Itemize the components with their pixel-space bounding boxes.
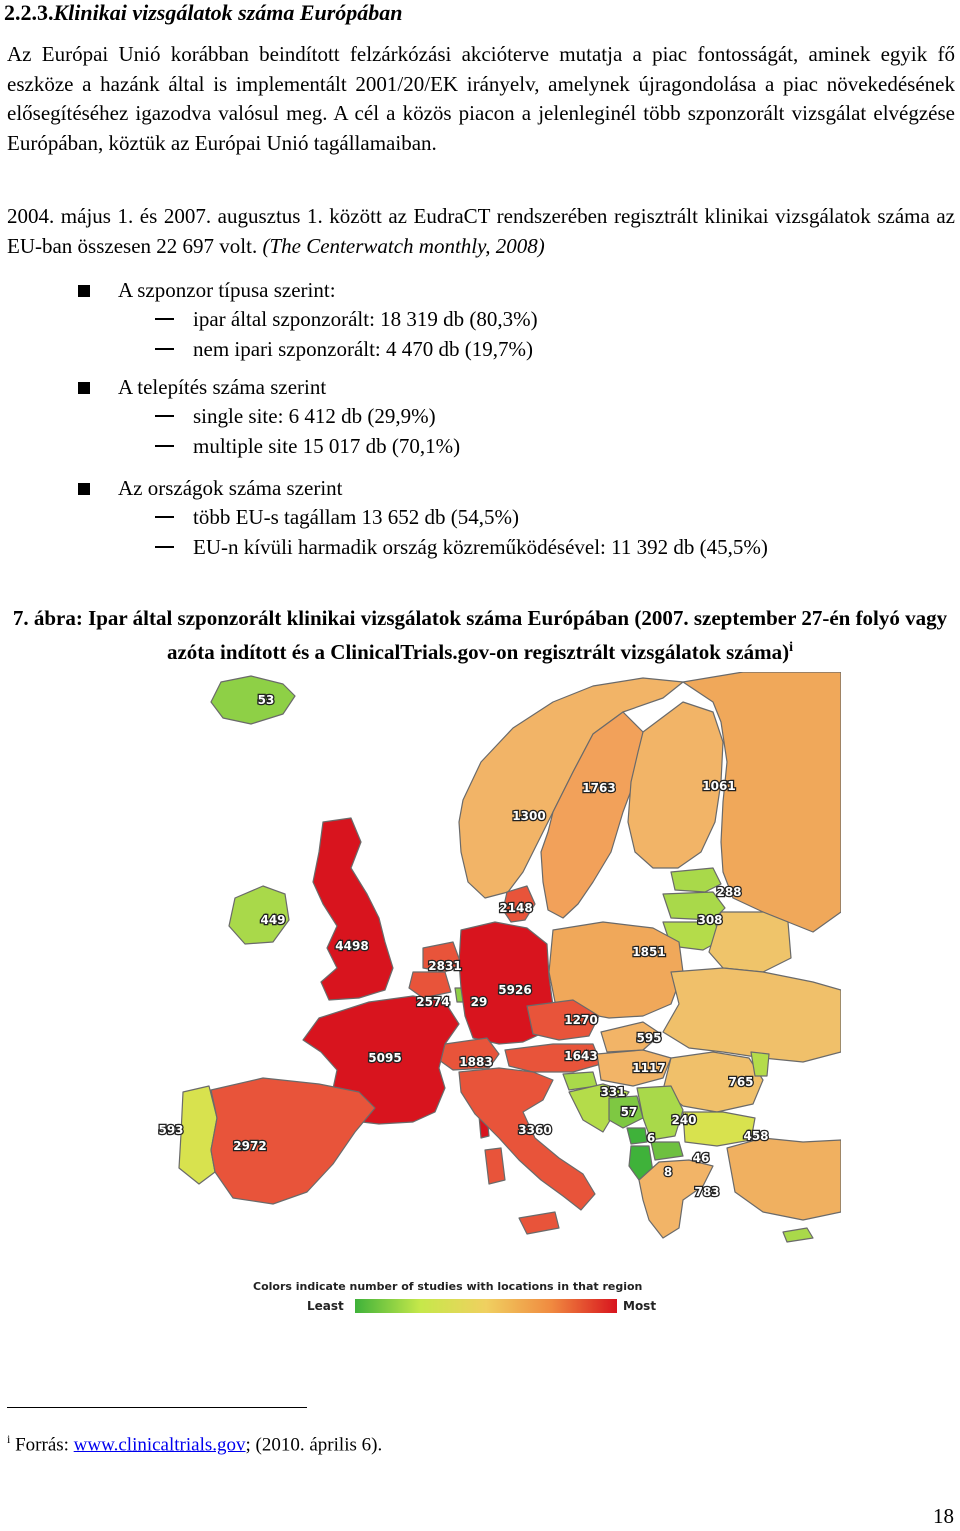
sardinia-shape xyxy=(485,1148,505,1184)
map-value-label: 1300 xyxy=(512,809,546,823)
legend-least-label: Least xyxy=(307,1299,344,1313)
map-value-label: 308 xyxy=(697,913,723,927)
map-svg xyxy=(123,672,841,1320)
bullet-item: single site: 6 412 db (29,9%) xyxy=(193,404,436,428)
dash-bullet-icon xyxy=(155,445,174,447)
statistics-text: 2004. május 1. és 2007. augusztus 1. között az EudraCT rendszerében regisztrált klinikai vizsgálatok száma az EU-ban összesen 22 697 volt. xyxy=(7,204,955,258)
map-value-label: 46 xyxy=(692,1151,710,1165)
europe-choropleth-map xyxy=(123,672,841,1320)
dash-bullet-icon xyxy=(155,415,174,417)
map-value-label: 593 xyxy=(158,1123,184,1137)
figure-caption-text: 7. ábra: Ipar által szponzorált klinikai vizsgálatok száma Európában (2007. szeptember 27-én folyó vagy azóta indított és a ClinicalTrials.gov-on regisztrált vizsgálatok száma) xyxy=(12,606,948,664)
portugal-shape xyxy=(179,1086,217,1184)
bullet-item: multiple site 15 017 db (70,1%) xyxy=(193,434,461,458)
map-value-label: 3360 xyxy=(518,1123,552,1137)
legend-most-label: Most xyxy=(623,1299,657,1313)
map-value-label: 29 xyxy=(470,995,488,1009)
square-bullet-icon xyxy=(78,483,90,495)
legend-title: Colors indicate number of studies with locations in that region xyxy=(253,1280,643,1293)
clinicaltrials-link[interactable]: www.clinicaltrials.gov xyxy=(73,1434,246,1456)
map-value-label: 595 xyxy=(636,1031,662,1045)
figure-caption xyxy=(0,604,960,667)
map-value-label: 1763 xyxy=(582,781,616,795)
dash-bullet-icon xyxy=(155,318,174,320)
map-value-label: 1061 xyxy=(702,779,736,793)
section-number: 2.2.3. xyxy=(4,0,54,25)
map-value-label: 2831 xyxy=(428,959,462,973)
legend-gradient-bar xyxy=(355,1299,617,1313)
map-value-label: 1270 xyxy=(564,1013,598,1027)
map-value-label: 1643 xyxy=(564,1049,598,1063)
footnote-separator xyxy=(7,1407,307,1408)
map-value-label: 1883 xyxy=(459,1055,493,1069)
map-value-label: 2148 xyxy=(499,901,533,915)
map-value-label: 5926 xyxy=(498,983,532,997)
bullet-item: EU-n kívüli harmadik ország közreműködésével: 11 392 db (45,5%) xyxy=(193,535,768,559)
map-value-label: 449 xyxy=(260,913,286,927)
bullet-item: nem ipari szponzorált: 4 470 db (19,7%) xyxy=(193,337,533,361)
statistics-paragraph xyxy=(7,202,955,261)
map-value-label: 765 xyxy=(728,1075,754,1089)
footnote-marker: i xyxy=(7,1432,11,1446)
square-bullet-icon xyxy=(78,382,90,394)
ukraine-shape xyxy=(663,968,841,1062)
bullet-label: A szponzor típusa szerint: xyxy=(118,278,336,302)
map-value-label: 458 xyxy=(743,1129,769,1143)
map-value-label: 4498 xyxy=(335,939,369,953)
intro-paragraph: Az Európai Unió korábban beindított felzárkózási akcióterve mutatja a piac fontosságát, aminek egyik fő eszköze a hazánk által is implementált 2001/20/EK irányelv, amelynek újragondolása a piac növekedésének elősegítéséhez igazodva valósul meg. A cél a közös piacon a jelenleginél több szponzorált vizsgálat elvégzése Európában, köztük az Európai Unió tagállamaiban. xyxy=(7,42,955,155)
dash-bullet-icon xyxy=(155,348,174,350)
map-value-label: 6 xyxy=(646,1131,656,1145)
map-value-label: 8 xyxy=(663,1165,673,1179)
estonia-shape xyxy=(671,868,721,892)
map-value-label: 288 xyxy=(716,885,742,899)
square-bullet-icon xyxy=(78,285,90,297)
bullet-item: több EU-s tagállam 13 652 db (54,5%) xyxy=(193,505,520,529)
footnote xyxy=(7,1432,382,1456)
map-value-label: 5095 xyxy=(368,1051,402,1065)
map-value-label: 1117 xyxy=(632,1061,666,1075)
section-heading xyxy=(4,0,403,26)
montenegro-shape xyxy=(627,1128,647,1144)
map-value-label: 783 xyxy=(694,1185,720,1199)
map-value-label: 1851 xyxy=(632,945,666,959)
footnote-suffix: ; (2010. április 6). xyxy=(245,1434,383,1456)
map-value-label: 2972 xyxy=(233,1139,267,1153)
statistics-source: (The Centerwatch monthly, 2008) xyxy=(262,233,545,258)
section-title: Klinikai vizsgálatok száma Európában xyxy=(53,0,403,25)
map-value-label: 53 xyxy=(257,693,275,707)
bullet-item: ipar által szponzorált: 18 319 db (80,3%) xyxy=(193,307,538,331)
page-number: 18 xyxy=(933,1504,954,1528)
bullet-label: Az országok száma szerint xyxy=(118,476,343,500)
map-value-label: 57 xyxy=(620,1105,638,1119)
map-value-label: 240 xyxy=(671,1113,697,1127)
dash-bullet-icon xyxy=(155,546,174,548)
bullet-label: A telepítés száma szerint xyxy=(118,375,327,399)
dash-bullet-icon xyxy=(155,516,174,518)
footnote-prefix: Forrás: xyxy=(15,1434,74,1456)
map-value-label: 331 xyxy=(600,1085,626,1099)
footnote-ref: i xyxy=(789,640,794,655)
map-value-label: 2574 xyxy=(416,995,450,1009)
